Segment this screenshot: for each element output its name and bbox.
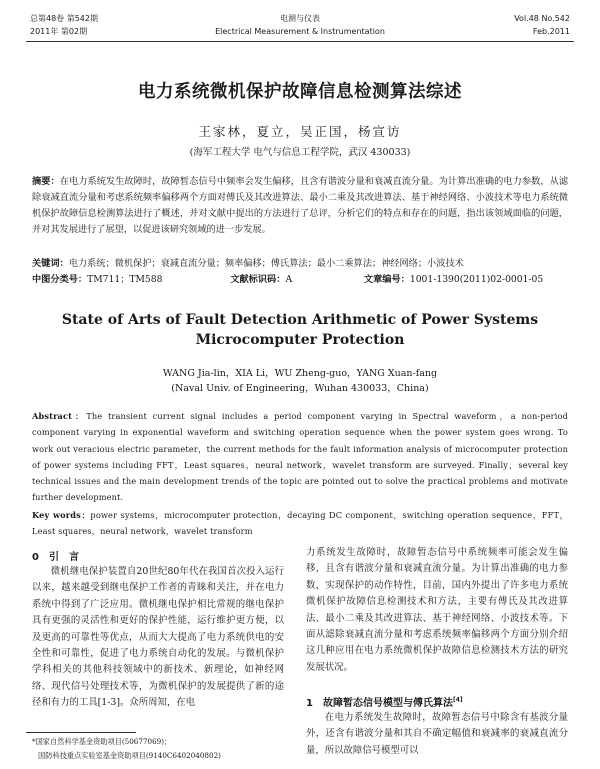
section-1-heading xyxy=(306,694,463,709)
clc-label: 中图分类号： xyxy=(32,274,88,285)
header-volume-en: Vol.48 No.542 xyxy=(514,14,570,23)
keywords-cn-label: 关键词： xyxy=(32,258,69,269)
authors-en: WANG Jia-lin，XIA Li，WU Zheng-guo，YANG Xuan-fang xyxy=(162,368,438,379)
abstract-cn-label: 摘要： xyxy=(32,176,60,187)
title-en xyxy=(0,310,600,350)
title-cn: 电力系统微机保护故障信息检测算法综述 xyxy=(138,82,462,102)
keywords-cn-text: 电力系统；微机保护；衰减直流分量；频率偏移；傅氏算法；最小二乘算法；神经网络；小波技术 xyxy=(68,258,464,269)
section-0-title: 引 言 xyxy=(48,552,79,563)
header-journal-en: Electrical Measurement & Instrumentation xyxy=(215,27,385,36)
classification-line xyxy=(32,272,568,288)
doc-code-label: 文献标识码： xyxy=(230,274,286,285)
intro-paragraph-right: 力系统发生故障时，故障暂态信号中系统频率可能会发生偏移，且含有谐波分量和衰减直流分量。为计算出准确的电力参数，实现保护的动作特性，目前，国内外提出了许多电力系统微机保护故障信息检测技术和方法，主要有傅氏及其改进算法、最小二乘及其改进算法、基于神经网络、小波技术等。下面从滤除衰减直流分量和考虑系统频率偏移两个方面分别介绍这几种应用在电力系统微机保护故障信息检测技术方法的研究发展状况。 xyxy=(306,547,568,673)
section-1-number: 1 xyxy=(306,698,313,709)
doc-code-value: A xyxy=(285,274,293,285)
header-date-en: Feb.2011 xyxy=(532,27,570,36)
affiliation-cn: (海军工程大学 电气与信息工程学院，武汉 430033) xyxy=(189,147,411,158)
section-1-title: 故障暂态信号模型与傅氏算法 xyxy=(322,698,453,709)
abstract-cn xyxy=(32,174,568,238)
article-id-label: 文章编号： xyxy=(363,274,410,285)
abstract-cn-text: 在电力系统发生故障时，故障暂态信号中频率会发生偏移，且含有谐波分量和衰减直流分量。为计算出准确的电力参数，从滤除衰减直流分量和考虑系统频率偏移两个方面对傅氏及其改进算法、最小二乘及其改进算法、基于神经网络、小波技术等电力系统微机保护故障信息检测算法进行了概述，并对文献中提出的方法进行了总评，分析它们的特点和存在的问题，指出该领域面临的问题，并对其发展进行了展望，以促进该研究领域的进一步发展。 xyxy=(32,176,569,235)
keywords-cn xyxy=(32,256,568,272)
footnote-fund-1: *国家自然科学基金资助项目(50677069)； xyxy=(32,737,172,746)
keywords-en-text: power systems，microcomputer protection，decaying DC component，switching operation sequence，FFT，Least squares，neural network，wavelet transform xyxy=(32,510,568,537)
affiliation-en: (Naval Univ. of Engineering，Wuhan 430033，China) xyxy=(171,383,429,394)
abstract-en-label: Abstract： xyxy=(32,411,87,421)
title-en-line2: Microcomputer Protection xyxy=(195,332,405,348)
section-0-number: 0 xyxy=(32,552,39,563)
footnote-rule xyxy=(26,732,136,733)
header-year-cn: 2011年 第02期 xyxy=(30,27,88,36)
abstract-en-text: The transient current signal includes a period component varying in Spectral waveform，a non-period component varying in exponential waveform and switching operation sequence when the power system goes wrong. To work out veracious electric parameter，the current methods for the fault information analysis of microcomputer protection of power systems including FFT，Least squares，neural network，wavelet transform are surveyed. Finally，several key technical issues and the main development trends of the topic are pointed out to solve the practical problems and motivate further development. xyxy=(32,411,568,503)
section-1-paragraph: 在电力系统发生故障时，故障暂态信号中除含有基波分量外，还含有谐波分量和其自不确定幅值和衰减率的衰减直流分量，所以故障信号模型可以 xyxy=(306,712,568,756)
keywords-en xyxy=(32,507,568,540)
authors-cn: 王家林，夏立，吴正国，杨宣访 xyxy=(198,124,402,139)
section-0-heading xyxy=(32,548,79,563)
footnote-fund-2: 国防科技重点实验室基金资助项目(9140C6402040802) xyxy=(38,751,221,760)
section-1-ref: [4] xyxy=(452,696,463,704)
header-rule xyxy=(26,41,574,42)
article-id-value: 1001-1390(2011)02-0001-05 xyxy=(409,274,544,285)
intro-paragraph-left: 微机继电保护装置自20世纪80年代在我国首次投入运行以来，越来越受到继电保护工作者的青睐和关注，并在电力系统中得到了广泛应用。微机继电保护相比常规的继电保护具有更强的灵活性和更好的保护性能，运行维护更方便，以及更高的可靠性等优点，从而大大提高了电力系统供电的安全性和可靠性，促进了电力系统自动化的发展。与微机保护学科相关的其他科技领域中的新技术、新理论，如神经网络、现代信号处理技术等，为微机保护的发展提供了新的途径和有力的工具[1-3]。众所周知，在电 xyxy=(32,566,284,709)
abstract-en xyxy=(32,408,568,506)
keywords-en-label: Key words： xyxy=(32,510,91,520)
header-journal-cn: 电测与仪表 xyxy=(280,14,320,23)
clc-value: TM711；TM588 xyxy=(87,274,163,285)
title-en-line1: State of Arts of Fault Detection Arithmetic of Power Systems xyxy=(61,312,539,328)
header-volume-cn: 总第48卷 第542期 xyxy=(30,14,98,23)
